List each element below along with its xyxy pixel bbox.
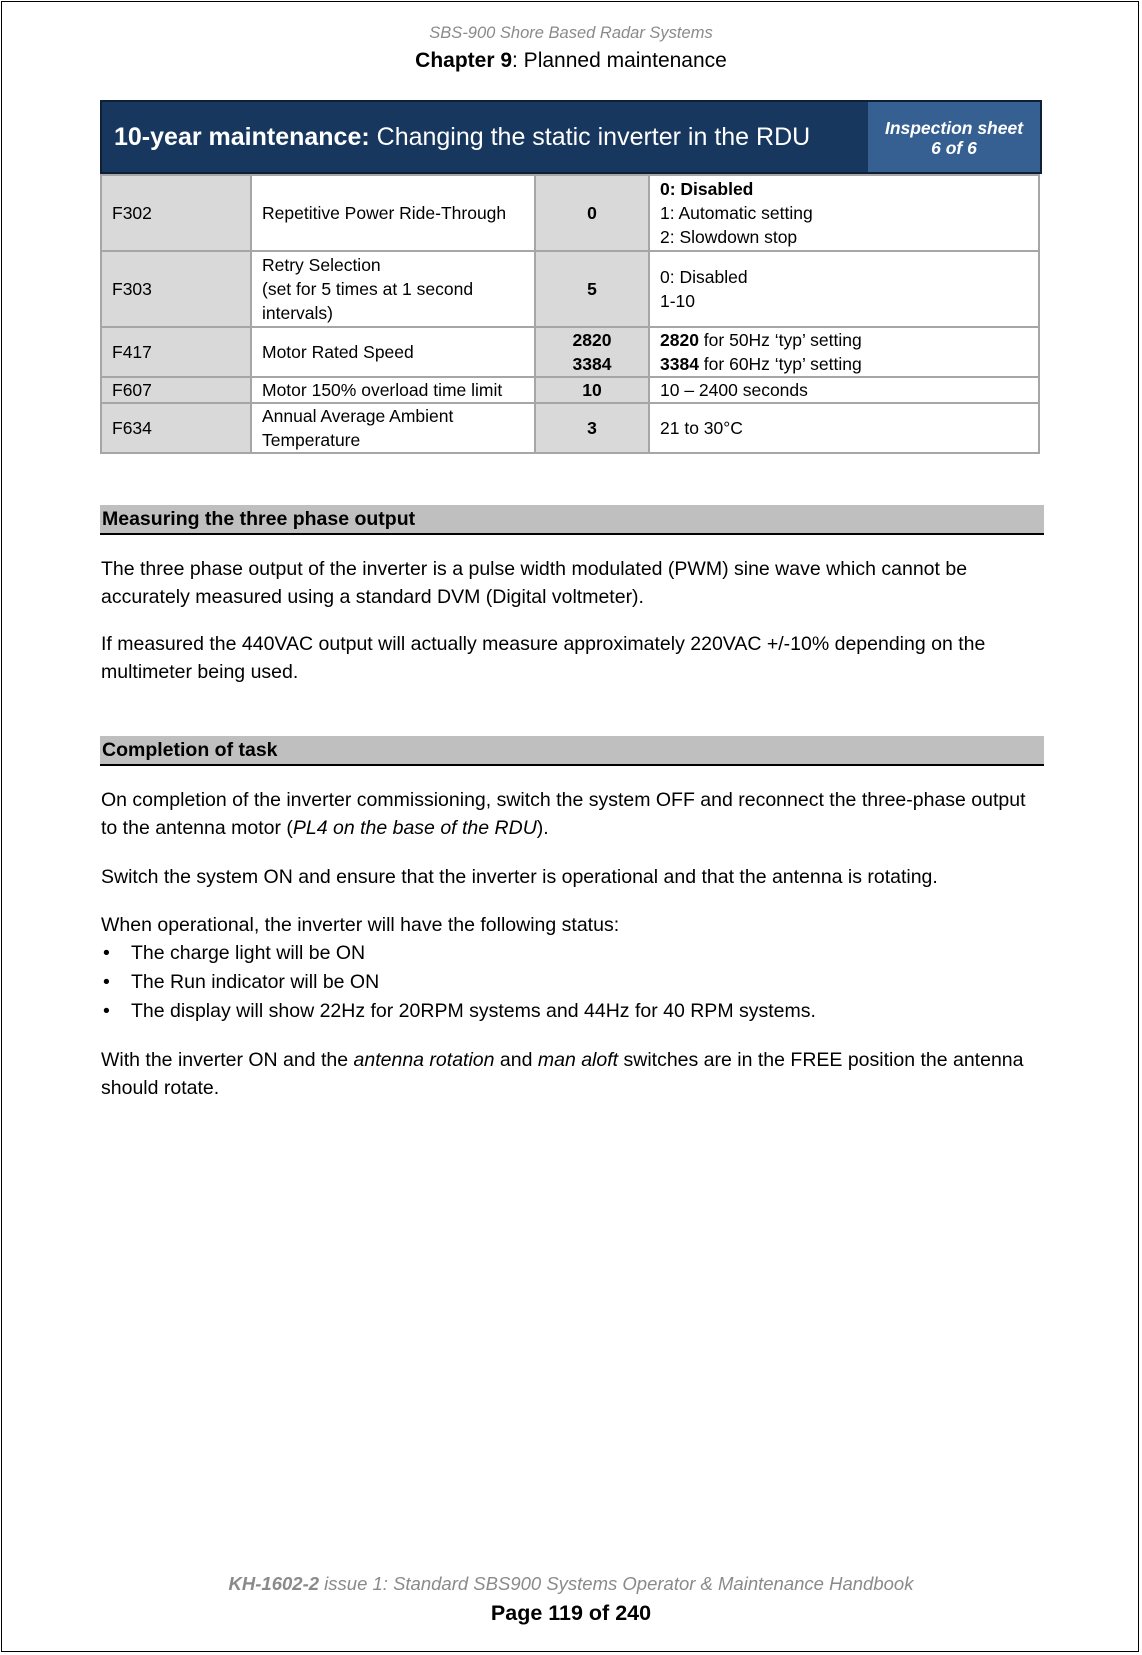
table-row bbox=[101, 403, 1039, 453]
param-code: F634 bbox=[101, 403, 251, 453]
chapter-heading bbox=[0, 49, 1142, 73]
text-run: and bbox=[494, 1049, 538, 1071]
footer-doc-title: issue 1: Standard SBS900 Systems Operator & Maintenance Handbook bbox=[319, 1573, 914, 1594]
param-value-line: 2820 bbox=[572, 330, 612, 350]
param-options bbox=[649, 175, 1039, 251]
table-row bbox=[101, 251, 1039, 327]
option-bold: 3384 bbox=[660, 354, 699, 374]
option-line: 0: Disabled bbox=[660, 179, 754, 199]
param-code: F302 bbox=[101, 175, 251, 251]
param-description: Motor Rated Speed bbox=[251, 327, 535, 377]
paragraph bbox=[101, 786, 1045, 842]
paragraph: The three phase output of the inverter is a pulse width modulated (PWM) sine wave which cannot be accurately measured using a standard DVM (Digital voltmeter). bbox=[101, 558, 968, 608]
table-row bbox=[101, 327, 1039, 377]
option-line bbox=[660, 328, 1028, 352]
param-description bbox=[251, 251, 535, 327]
list-item-text: The display will show 22Hz for 20RPM systems and 44Hz for 40 RPM systems. bbox=[131, 1000, 816, 1022]
option-line: 1: Automatic setting bbox=[660, 203, 813, 223]
table-row bbox=[101, 377, 1039, 403]
text-run: ). bbox=[536, 817, 549, 839]
footer-doc-code: KH-1602-2 bbox=[228, 1573, 320, 1594]
text-run-italic: man aloft bbox=[537, 1049, 619, 1071]
param-description-main: Retry Selection bbox=[262, 255, 381, 275]
text-run: switches are in the FREE position the antenna should rotate. bbox=[101, 1049, 1024, 1099]
text-run-italic: antenna rotation bbox=[353, 1049, 495, 1071]
page-number: Page 119 of 240 bbox=[490, 1601, 652, 1625]
text-run: On completion of the inverter commissioning, switch the system OFF and reconnect the three-phase output to the antenna motor ( bbox=[101, 789, 1026, 839]
table-row bbox=[101, 175, 1039, 251]
inspection-sheet-count: 6 of 6 bbox=[931, 138, 977, 158]
option-line: 2: Slowdown stop bbox=[660, 227, 798, 247]
option-text: for 60Hz ‘typ’ setting bbox=[698, 354, 862, 374]
option-line bbox=[660, 352, 1028, 376]
document-series: SBS-900 Shore Based Radar Systems bbox=[429, 24, 713, 42]
param-code: F417 bbox=[101, 327, 251, 377]
param-value bbox=[535, 327, 649, 377]
bullet-icon: • bbox=[103, 1000, 110, 1022]
param-description-note: (set for 5 times at 1 second intervals) bbox=[262, 279, 474, 323]
list-item-text: The charge light will be ON bbox=[131, 942, 366, 964]
param-value: 0 bbox=[535, 175, 649, 251]
param-code: F303 bbox=[101, 251, 251, 327]
option-line: 1-10 bbox=[660, 291, 696, 311]
param-value: 10 bbox=[535, 377, 649, 403]
banner-title bbox=[114, 123, 810, 152]
section-heading-completion: Completion of task bbox=[100, 736, 1044, 766]
param-description: Annual Average Ambient Temperature bbox=[251, 403, 535, 453]
list-item bbox=[101, 939, 1045, 968]
param-options: 10 – 2400 seconds bbox=[649, 377, 1039, 403]
param-description: Motor 150% overload time limit bbox=[251, 377, 535, 403]
param-options bbox=[649, 327, 1039, 377]
list-item-text: The Run indicator will be ON bbox=[131, 971, 380, 993]
bullet-icon: • bbox=[103, 971, 110, 993]
param-code: F607 bbox=[101, 377, 251, 403]
footer-document bbox=[0, 1573, 1142, 1595]
param-description: Repetitive Power Ride-Through bbox=[251, 175, 535, 251]
param-options: 21 to 30°C bbox=[649, 403, 1039, 453]
option-bold: 2820 bbox=[660, 330, 699, 350]
maintenance-banner bbox=[100, 100, 1042, 174]
status-list bbox=[101, 939, 1045, 1026]
paragraph: Switch the system ON and ensure that the inverter is operational and that the antenna is rotating. bbox=[101, 866, 938, 888]
chapter-title: : Planned maintenance bbox=[512, 49, 727, 72]
banner-title-rest: Changing the static inverter in the RDU bbox=[369, 123, 811, 151]
list-item bbox=[101, 968, 1045, 997]
inspection-sheet-label: Inspection sheet bbox=[884, 118, 1024, 138]
param-options bbox=[649, 251, 1039, 327]
list-item bbox=[101, 997, 1045, 1026]
option-text: for 50Hz ‘typ’ setting bbox=[698, 330, 862, 350]
text-run-italic: PL4 on the base of the RDU bbox=[292, 817, 537, 839]
section-heading-measuring: Measuring the three phase output bbox=[100, 505, 1044, 535]
banner-title-bold: 10-year maintenance: bbox=[114, 123, 370, 151]
bullet-icon: • bbox=[103, 942, 110, 964]
paragraph: When operational, the inverter will have the following status: bbox=[101, 914, 620, 936]
param-value: 3 bbox=[535, 403, 649, 453]
param-value: 5 bbox=[535, 251, 649, 327]
param-value-line: 3384 bbox=[572, 354, 612, 374]
paragraph bbox=[101, 1046, 1045, 1102]
text-run: With the inverter ON and the bbox=[101, 1049, 354, 1071]
option-line: 0: Disabled bbox=[660, 267, 748, 287]
paragraph: If measured the 440VAC output will actually measure approximately 220VAC +/-10% depending on the multimeter being used. bbox=[101, 633, 986, 683]
chapter-label: Chapter 9 bbox=[415, 49, 513, 72]
parameter-table bbox=[100, 174, 1040, 454]
inspection-sheet-badge bbox=[868, 102, 1040, 172]
